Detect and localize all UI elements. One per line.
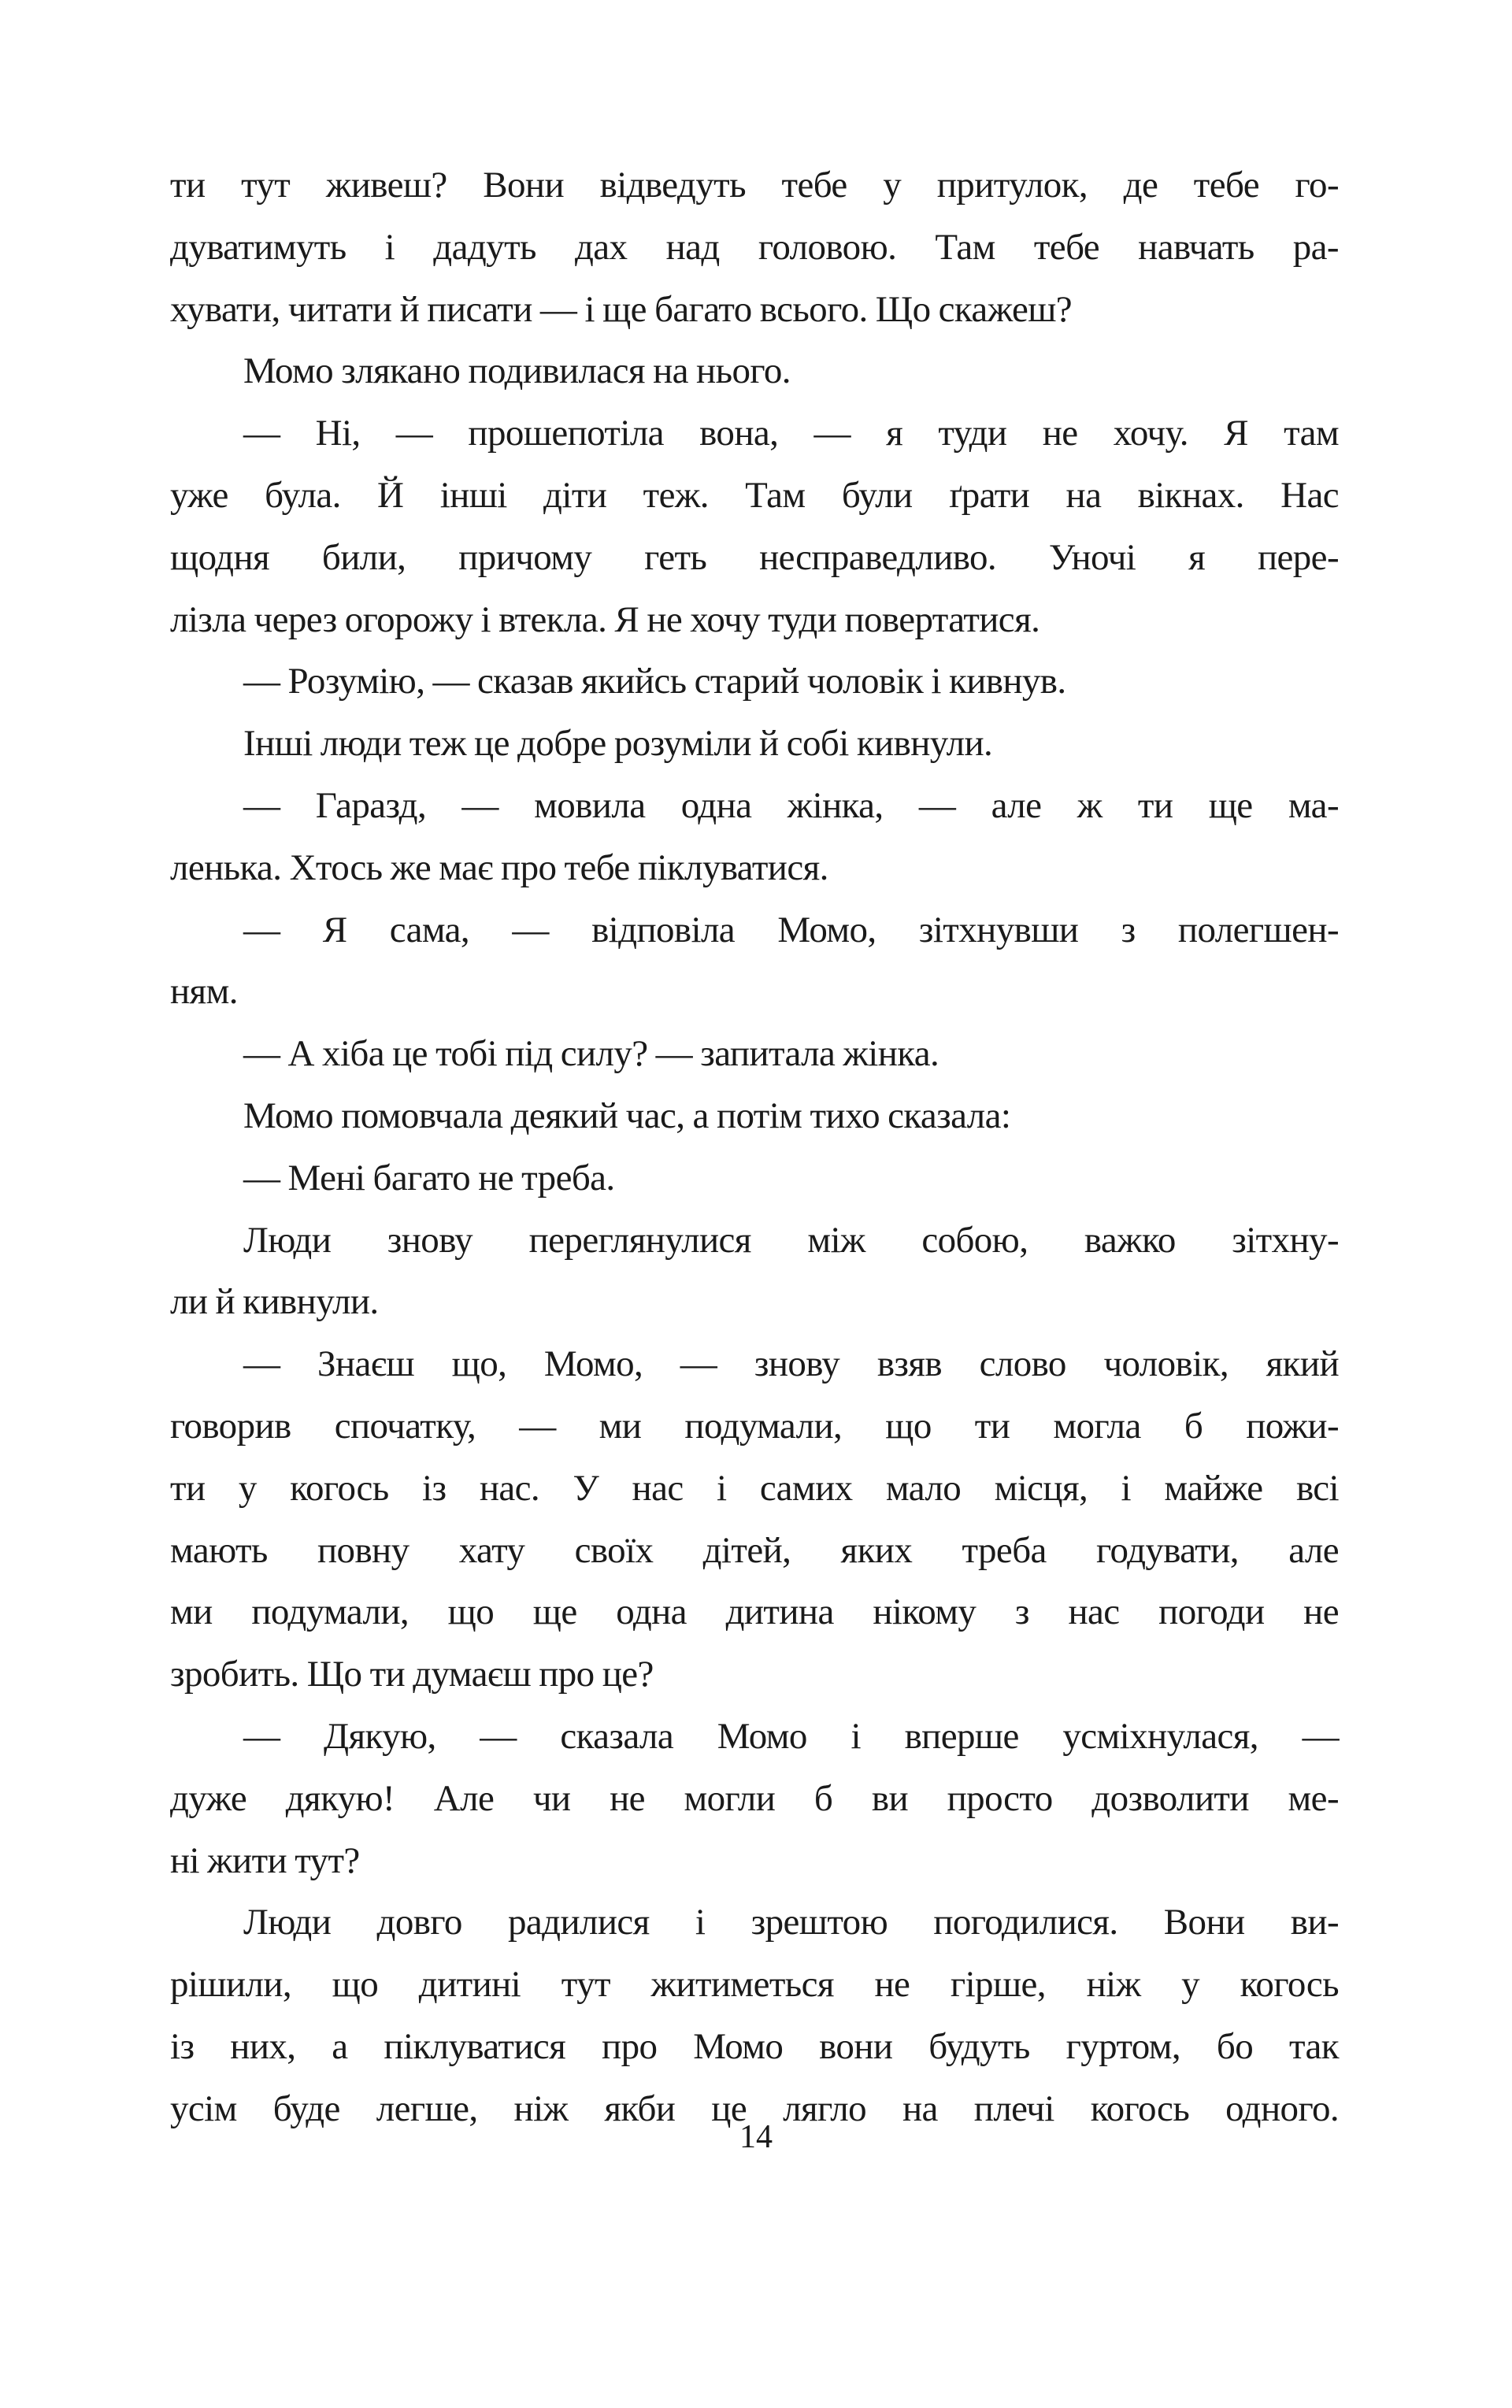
text-line: Люди довго радилися і зрештою погодилися. Вони ви-: [243, 1902, 1339, 1943]
text-line: — Мені багато не треба.: [243, 1157, 615, 1198]
page-number: 14: [739, 2119, 773, 2155]
text-line: ли й кивнули.: [170, 1281, 379, 1323]
text-line: із них, а піклуватися про Момо вони будуть гуртом, бо так: [170, 2025, 1339, 2067]
text-line: — А хіба це тобі під силу? — запитала жінка.: [243, 1033, 939, 1075]
text-line: уже була. Й інші діти теж. Там були ґрати на вікнах. Нас: [170, 474, 1339, 516]
text-line: — Знаєш що, Момо, — знову взяв слово чоловік, який: [243, 1343, 1339, 1385]
text-line: — Я сама, — відповіла Момо, зітхнувши з полегшен-: [243, 909, 1339, 950]
book-page-body: [170, 154, 1339, 2140]
text-line: ням.: [170, 971, 238, 1013]
text-line: щодня били, причому геть несправедливо. Уночі я пере-: [170, 536, 1339, 578]
text-line: — Ні, — прошепотіла вона, — я туди не хочу. Я там: [243, 413, 1339, 454]
text-line: ні жити тут?: [170, 1839, 360, 1881]
text-line: — Розумію, — сказав якийсь старий чоловік і кивнув.: [243, 661, 1066, 702]
text-line: усім буде легше, ніж якби це лягло на плечі когось одного.: [170, 2088, 1339, 2129]
text-line: ти у когось із нас. У нас і самих мало місця, і майже всі: [170, 1467, 1339, 1509]
text-line: лізла через огорожу і втекла. Я не хочу туди повертатися.: [170, 598, 1040, 640]
text-line: дуже дякую! Але чи не могли б ви просто дозволити ме-: [170, 1777, 1339, 1819]
text-line: зробить. Що ти думаєш про це?: [170, 1654, 654, 1695]
text-line: Момо помовчала деякий час, а потім тихо сказала:: [243, 1095, 1011, 1136]
text-line: говорив спочатку, — ми подумали, що ти могла б пожи-: [170, 1405, 1339, 1447]
text-line: — Дякую, — сказала Момо і вперше усміхнулася, —: [243, 1715, 1339, 1757]
text-line: Люди знову переглянулися між собою, важко зітхну-: [243, 1219, 1339, 1261]
text-line: хувати, читати й писати — і ще багато всього. Що скажеш?: [170, 288, 1073, 330]
text-line: ленька. Хтось же має про тебе піклуватися.: [170, 847, 828, 888]
text-line: Інші люди теж це добре розуміли й собі кивнули.: [243, 723, 993, 765]
text-line: рішили, що дитині тут житиметься не гірше, ніж у когось: [170, 1964, 1339, 2006]
text-line: мають повну хату своїх дітей, яких треба годувати, але: [170, 1529, 1339, 1571]
text-line: Момо злякано подивилася на нього.: [243, 350, 791, 392]
text-line: ми подумали, що ще одна дитина нікому з нас погоди не: [170, 1591, 1339, 1633]
text-line: дуватимуть і дадуть дах над головою. Там тебе навчать ра-: [170, 226, 1339, 268]
text-line: — Гаразд, — мовила одна жінка, — але ж ти ще ма-: [243, 784, 1339, 826]
text-line: ти тут живеш? Вони відведуть тебе у притулок, де тебе го-: [170, 165, 1339, 206]
